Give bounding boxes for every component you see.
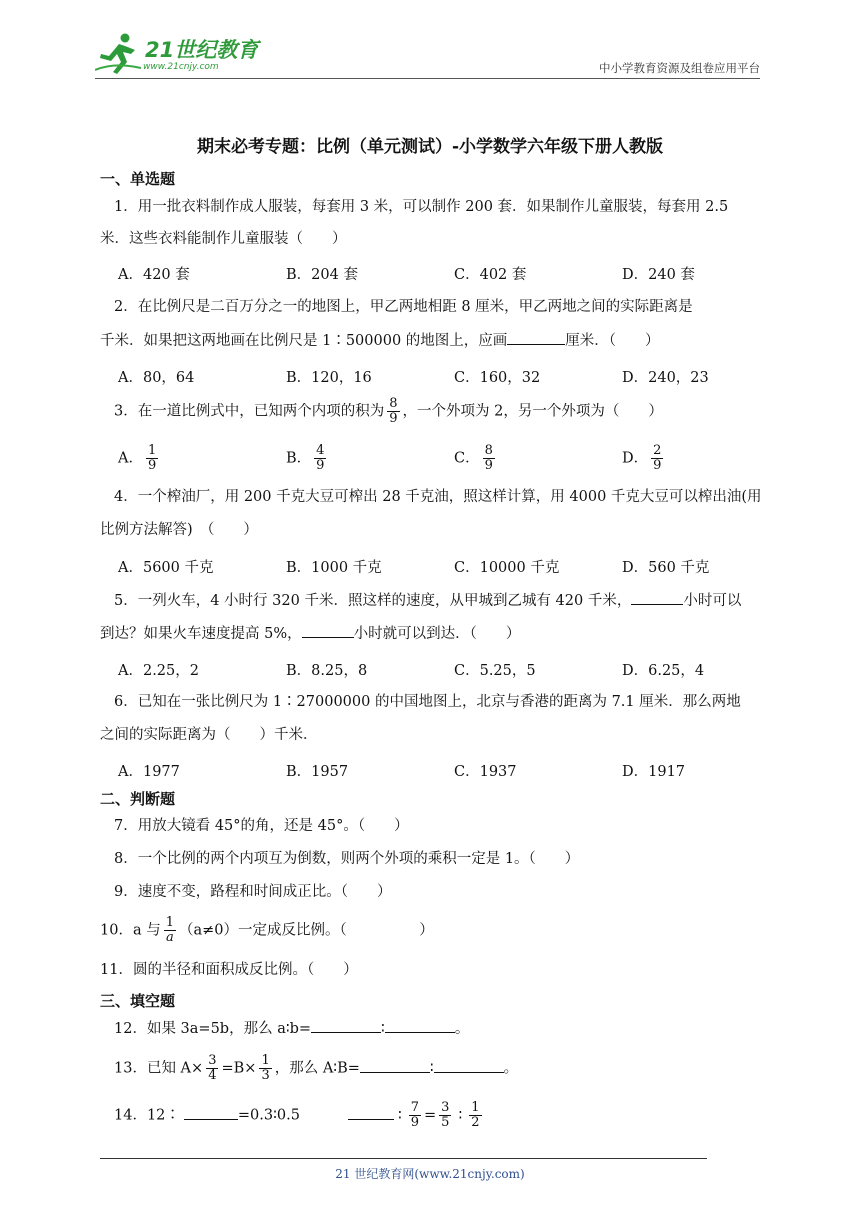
q4-option-d[interactable]: D．560 千克 [622,560,710,576]
q3-option-c[interactable] [454,444,498,473]
q10-text-tail: （a≠0）一定成反比例。（ ） [179,922,434,939]
q14-colon-2: ∶ [458,1107,463,1124]
logo-title: 21世纪教育 [145,38,259,62]
q13-colon: ∶ [429,1060,434,1077]
fraction-denominator: a [165,930,174,945]
q5-blank-2[interactable] [302,623,354,638]
fraction-denominator: 9 [389,411,398,426]
fraction-numerator: 8 [389,396,398,411]
q1-option-d[interactable]: D．240 套 [622,267,695,283]
fraction-numerator: 1 [261,1053,270,1068]
q1-option-a[interactable]: A．420 套 [118,267,190,283]
fraction-numerator: 8 [484,443,493,458]
q1-line1: 1．用一批衣料制作成人服装，每套用 3 米，可以制作 200 套．如果制作儿童服装，每套用 2.5 [114,199,729,215]
q2-line2-text: 千米．如果把这两地画在比例尺是 1∶500000 的地图上，应画 [100,333,508,349]
q14 [114,1101,485,1130]
fraction-denominator: 9 [653,458,662,473]
fraction-denominator: 2 [471,1115,480,1130]
q6-option-c[interactable]: C．1937 [454,764,517,780]
q4-line1: 4．一个榨油厂，用 200 千克大豆可榨出 28 千克油，照这样计算，用 4000 千克大豆可以榨出油(用 [114,489,762,505]
q1-option-b[interactable]: B．204 套 [286,267,358,283]
page-header [95,30,760,80]
fraction-numerator: 4 [316,443,325,458]
q6-option-a[interactable]: A．1977 [118,764,180,780]
q2-option-d[interactable]: D．240，23 [622,370,709,386]
option-fraction [651,444,663,473]
fraction-denominator: 5 [441,1115,450,1130]
q5-blank-1[interactable] [631,590,683,605]
q3-option-d[interactable] [622,444,666,473]
option-fraction [314,444,326,473]
q9: 9．速度不变，路程和时间成正比。（ ） [114,884,392,900]
logo [95,32,265,76]
q2-option-b[interactable]: B．120，16 [286,370,372,386]
q3-option-a[interactable] [118,444,161,473]
option-fraction [483,444,495,473]
footer-link[interactable]: 21 世纪教育网(www.21cnjy.com) [335,1167,525,1181]
option-label: A． [118,450,143,467]
fraction-denominator: 3 [261,1068,270,1083]
q6-line1: 6．已知在一张比例尺为 1∶27000000 的中国地图上，北京与香港的距离为 7.1 厘米．那么两地 [114,694,741,710]
option-label: B． [286,450,312,467]
q2-option-c[interactable]: C．160，32 [454,370,541,386]
fraction-denominator: 9 [484,458,493,473]
logo-url: www.21cnjy.com [143,62,219,72]
q13-text: 13．已知 A× [114,1060,204,1077]
q13-blank-1[interactable] [360,1058,430,1073]
q1-line2: 米．这些衣料能制作儿童服装（ ） [100,231,347,247]
q14-text-b: =0.3∶0.5 [237,1107,300,1124]
fraction-numerator: 7 [410,1100,420,1115]
fraction-numerator: 3 [441,1100,450,1115]
section-heading-single-choice: 一、单选题 [100,170,176,188]
q11: 11．圆的半径和面积成反比例。（ ） [100,962,358,978]
q13-text-c: ，那么 A∶B= [274,1060,360,1077]
q3-fraction [387,397,399,426]
q14-text: 14．12∶ [114,1107,180,1124]
q10-fraction [164,916,176,945]
option-label: C． [454,450,480,467]
q14-fraction-3 [469,1101,481,1130]
q13-text-b: =B× [221,1060,257,1077]
q2-line2-tail: 厘米．（ ） [565,333,660,349]
page-title: 期末必考专题：比例（单元测试）-小学数学六年级下册人教版 [196,137,664,157]
q5-line2-text: 到达？如果火车速度提高 5%， [100,626,302,642]
q3-text-tail: ，一个外项为 2，另一个外项为（ ） [402,403,663,420]
q5-option-c[interactable]: C．5.25，5 [454,663,536,679]
q14-equals: = [424,1107,437,1124]
fraction-numerator: 1 [147,443,157,458]
q12-period: 。 [454,1021,470,1037]
q13-fraction-2 [259,1054,271,1083]
footer-divider [100,1158,707,1159]
q3-option-b[interactable] [286,444,329,473]
q12 [114,1018,469,1039]
fraction-denominator: 9 [316,458,325,473]
fraction-denominator: 9 [147,458,157,473]
q5-text-tail: 小时可以 [683,593,742,609]
q5-line1 [114,590,741,611]
q14-colon: ∶ [397,1107,402,1124]
section-heading-true-false: 二、判断题 [100,790,176,808]
q2-blank[interactable] [507,330,565,345]
fraction-numerator: 1 [471,1100,480,1115]
q13 [114,1054,518,1083]
header-divider [95,78,760,79]
q5-line2-tail: 小时就可以到达．（ ） [353,626,521,642]
q14-blank-1[interactable] [184,1105,238,1120]
q4-option-b[interactable]: B．1000 千克 [286,560,382,576]
q5-option-b[interactable]: B．8.25，8 [286,663,368,679]
q12-colon: ∶ [381,1021,385,1037]
q4-option-c[interactable]: C．10000 千克 [454,560,560,576]
q1-option-c[interactable]: C．402 套 [454,267,527,283]
q2-line2 [100,330,660,351]
q5-option-d[interactable]: D．6.25，4 [622,663,705,679]
q12-blank-2[interactable] [385,1018,455,1033]
q3-line1 [114,397,663,426]
fraction-numerator: 2 [653,443,662,458]
q12-text: 12．如果 3a=5b，那么 a∶b= [114,1021,312,1037]
q10-text: 10．a 与 [100,922,161,939]
fraction-denominator: 9 [410,1115,420,1130]
q13-period: 。 [503,1060,519,1077]
q2-line1: 2．在比例尺是二百万分之一的地图上，甲乙两地相距 8 厘米，甲乙两地之间的实际距离是 [114,299,693,315]
q10 [100,916,434,945]
q6-option-b[interactable]: B．1957 [286,764,349,780]
q5-text: 5．一列火车，4 小时行 320 千米．照这样的速度，从甲城到乙城有 420 千米， [114,593,632,609]
q4-line2: 比例方法解答) （ ） [100,522,258,538]
q7: 7．用放大镜看 45°的角，还是 45°。（ ） [114,818,409,834]
q13-blank-2[interactable] [434,1058,504,1073]
q5-option-a[interactable]: A．2.25，2 [118,663,199,679]
q6-option-d[interactable]: D．1917 [622,764,686,780]
q12-blank-1[interactable] [311,1018,381,1033]
q8: 8．一个比例的两个内项互为倒数，则两个外项的乘积一定是 1。（ ） [114,851,580,867]
section-heading-fill-in: 三、填空题 [100,992,176,1010]
header-platform-text: 中小学教育资源及组卷应用平台 [599,61,760,75]
q6-line2: 之间的实际距离为（ ）千米． [100,727,318,743]
runner-logo-icon [95,32,145,76]
option-fraction [146,444,158,473]
q14-fraction-1 [409,1101,421,1130]
q3-text: 3．在一道比例式中，已知两个内项的积为 [114,403,385,420]
q14-blank-2[interactable] [348,1105,394,1120]
option-label: D． [622,450,649,467]
fraction-denominator: 4 [208,1068,217,1083]
q4-option-a[interactable]: A．5600 千克 [118,560,214,576]
q14-fraction-2 [439,1101,451,1130]
fraction-numerator: 3 [208,1053,217,1068]
q13-fraction-1 [206,1054,218,1083]
q5-line2 [100,623,520,644]
q2-option-a[interactable]: A．80，64 [118,370,195,386]
fraction-numerator: 1 [165,915,174,930]
